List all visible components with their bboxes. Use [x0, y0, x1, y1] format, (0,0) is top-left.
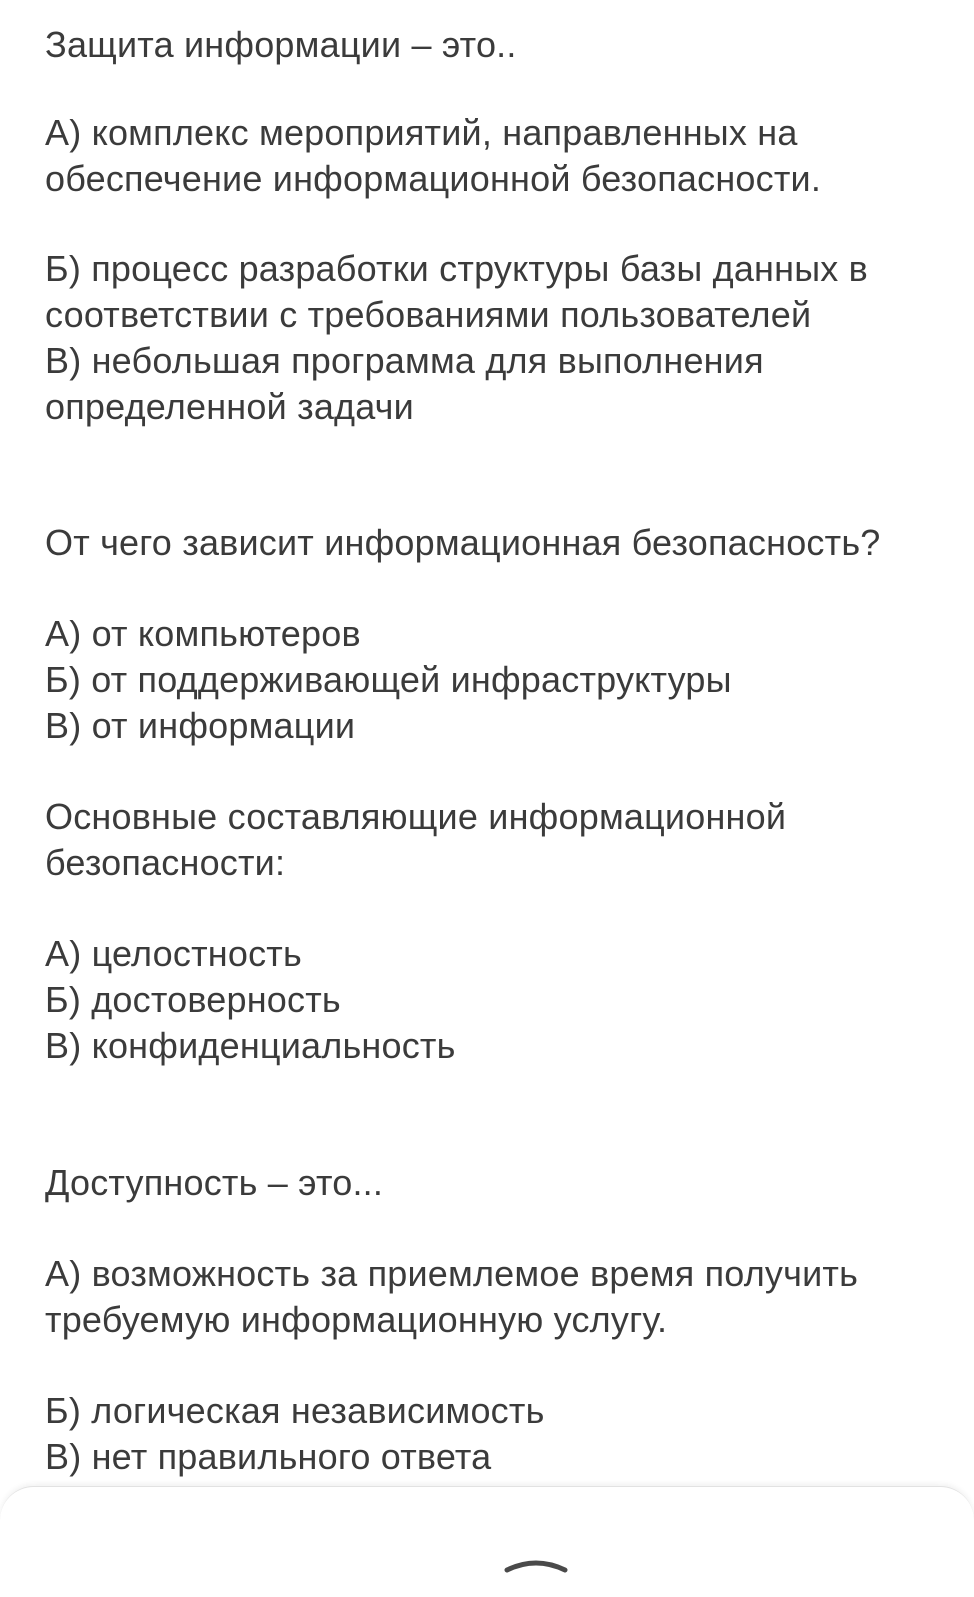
- question-2-option-b: Б) от поддерживающей инфраструктуры: [45, 659, 732, 700]
- question-1-option-a-line-1: А) комплекс мероприятий, направленных на: [45, 112, 798, 153]
- question-3-option-b: Б) достоверность: [45, 979, 341, 1020]
- question-4-option-b: Б) логическая независимость: [45, 1390, 545, 1431]
- question-1-option-b-line-1: Б) процесс разработки структуры базы данных в: [45, 248, 869, 289]
- question-2-option-c: В) от информации: [45, 705, 356, 746]
- bottom-sheet[interactable]: [0, 1486, 974, 1597]
- question-2-title: От чего зависит информационная безопасность?: [45, 522, 881, 563]
- question-2-option-a: А) от компьютеров: [45, 613, 361, 654]
- question-1-option-a-line-2: обеспечение информационной безопасности.: [45, 158, 822, 199]
- question-4-title: Доступность – это...: [45, 1162, 384, 1203]
- question-4-option-a-line-2: требуемую информационную услугу.: [45, 1299, 668, 1340]
- question-1-option-c-line-1: В) небольшая программа для выполнения: [45, 340, 764, 381]
- question-3-title-line-2: безопасности:: [45, 842, 286, 883]
- chevron-up-icon[interactable]: [503, 1554, 569, 1574]
- question-4-option-c: В) нет правильного ответа: [45, 1436, 492, 1477]
- question-3-option-c: В) конфиденциальность: [45, 1025, 456, 1066]
- question-3-option-a: А) целостность: [45, 933, 302, 974]
- question-1-option-b-line-2: соответствии с требованиями пользователей: [45, 294, 812, 335]
- question-1-option-c-line-2: определенной задачи: [45, 386, 414, 427]
- question-3-title-line-1: Основные составляющие информационной: [45, 796, 787, 837]
- question-4-option-a-line-1: А) возможность за приемлемое время получить: [45, 1253, 859, 1294]
- question-1-title: Защита информации – это..: [45, 24, 517, 65]
